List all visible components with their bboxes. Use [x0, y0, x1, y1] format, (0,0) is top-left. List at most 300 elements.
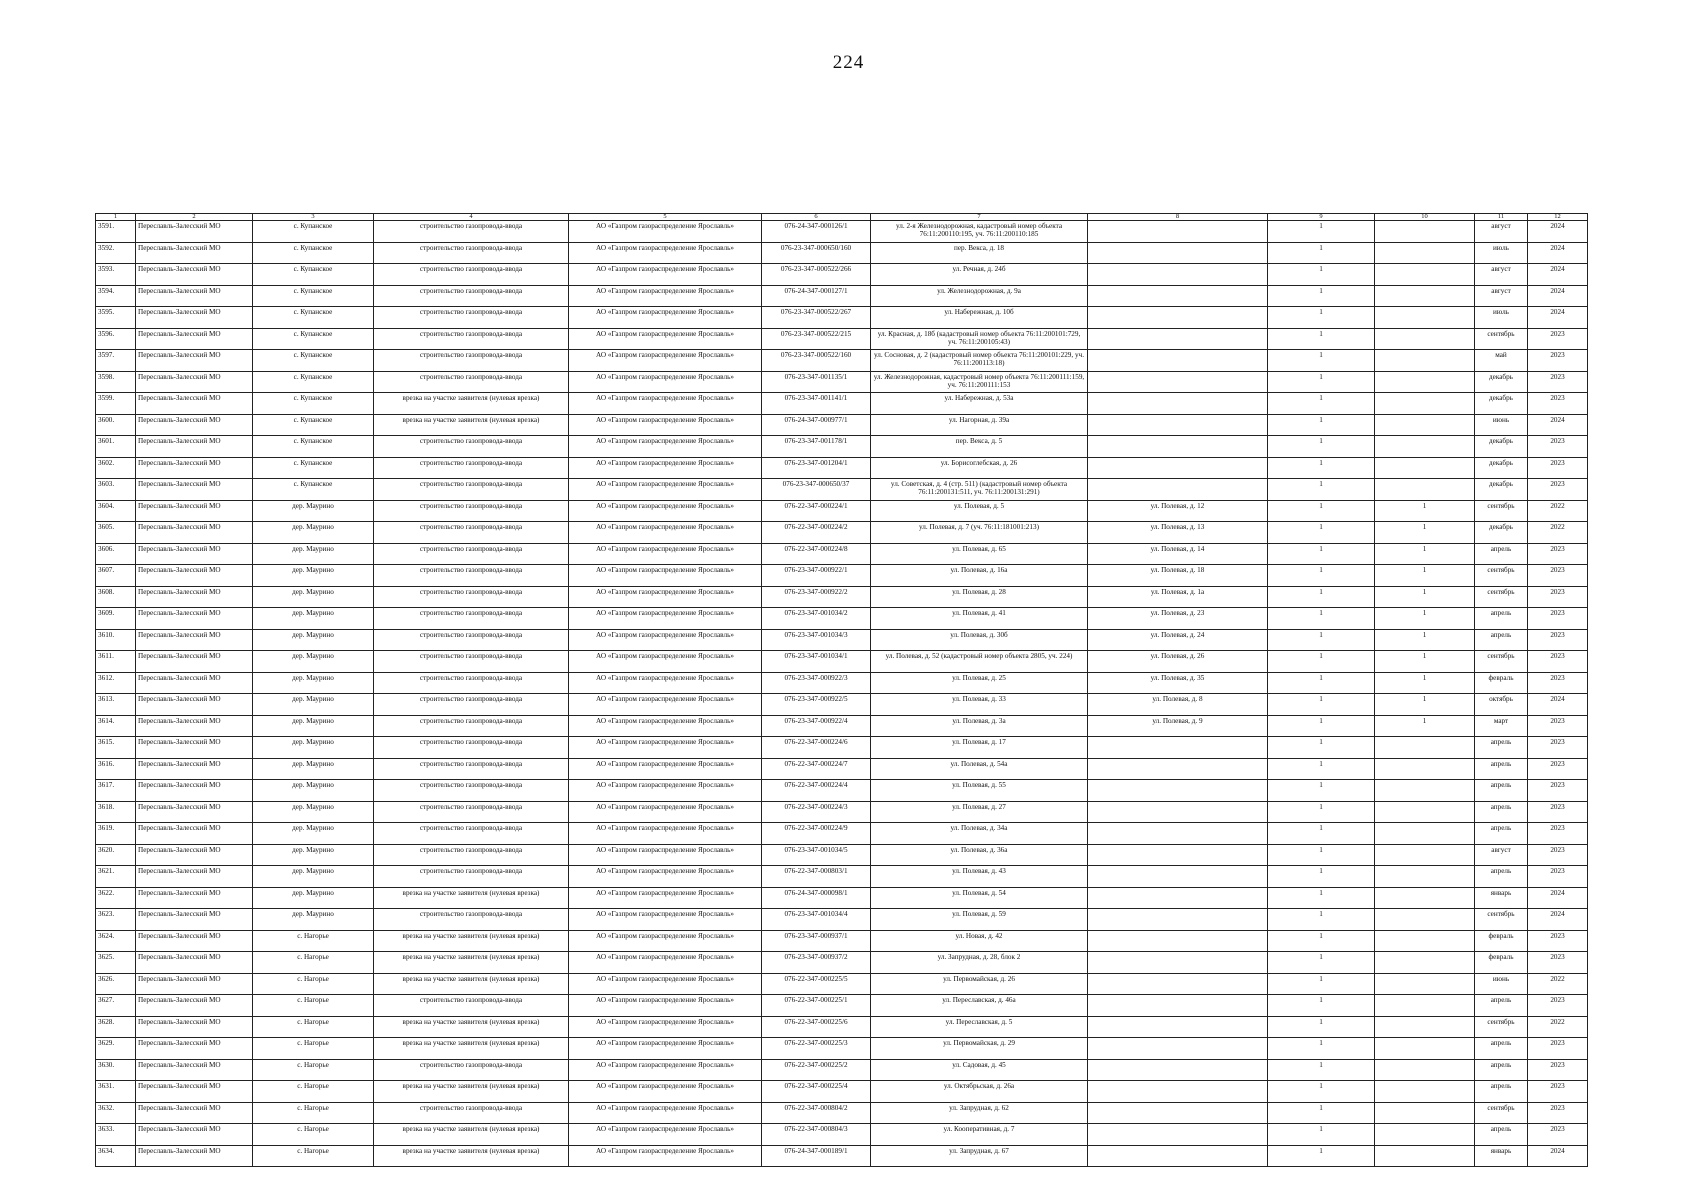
table-cell: апрель: [1475, 608, 1528, 630]
table-cell: врезка на участке заявителя (нулевая врезка): [374, 1081, 569, 1103]
table-cell: строительство газопровода-ввода: [374, 543, 569, 565]
table-cell: октябрь: [1475, 694, 1528, 716]
table-cell: [1088, 823, 1268, 845]
table-cell: ул. Речная, д. 24б: [871, 264, 1088, 286]
table-cell: 3626.: [96, 973, 136, 995]
table-cell: АО «Газпром газораспределение Ярославль»: [569, 1059, 762, 1081]
column-number: 4: [374, 214, 569, 221]
table-cell: дер. Маурино: [253, 608, 374, 630]
table-cell: 076-24-347-000127/1: [762, 285, 871, 307]
table-cell: 3604.: [96, 500, 136, 522]
column-number: 9: [1268, 214, 1375, 221]
table-cell: апрель: [1475, 758, 1528, 780]
table-cell: Переславль-Залесский МО: [136, 672, 253, 694]
table-cell: 3629.: [96, 1038, 136, 1060]
table-cell: дер. Маурино: [253, 672, 374, 694]
table-cell: ул. Переславская, д. 5: [871, 1016, 1088, 1038]
table-cell: Переславль-Залесский МО: [136, 1081, 253, 1103]
table-cell: 1: [1268, 500, 1375, 522]
table-cell: май: [1475, 350, 1528, 372]
table-cell: ул. Запрудная, д. 28, блок 2: [871, 952, 1088, 974]
table-cell: 1: [1268, 801, 1375, 823]
table-cell: ул. Полевая, д. 59: [871, 909, 1088, 931]
table-cell: Переславль-Залесский МО: [136, 1059, 253, 1081]
table-cell: июль: [1475, 307, 1528, 329]
table-cell: дер. Маурино: [253, 715, 374, 737]
table-cell: 1: [1375, 694, 1475, 716]
table-cell: АО «Газпром газораспределение Ярославль»: [569, 715, 762, 737]
table-cell: дер. Маурино: [253, 801, 374, 823]
table-cell: ул. Полевая, д. 23: [1088, 608, 1268, 630]
table-cell: декабрь: [1475, 457, 1528, 479]
table-cell: ул. Красная, д. 18б (кадастровый номер объекта 76:11:200101:729, уч. 76:11:200105:43): [871, 328, 1088, 350]
table-cell: ул. Полевая, д. 65: [871, 543, 1088, 565]
table-cell: ул. Полевая, д. 7 (уч. 76:11:181001:213): [871, 522, 1088, 544]
table-cell: 2023: [1528, 866, 1588, 888]
table-cell: строительство газопровода-ввода: [374, 307, 569, 329]
table-cell: ул. Первомайская, д. 29: [871, 1038, 1088, 1060]
table-cell: Переславль-Залесский МО: [136, 715, 253, 737]
table-cell: 3633.: [96, 1124, 136, 1146]
table-cell: 2022: [1528, 973, 1588, 995]
table-cell: [1088, 801, 1268, 823]
table-cell: 1: [1268, 285, 1375, 307]
column-number: 10: [1375, 214, 1475, 221]
table-cell: [1088, 371, 1268, 393]
table-cell: 2024: [1528, 909, 1588, 931]
column-number: 11: [1475, 214, 1528, 221]
table-cell: апрель: [1475, 543, 1528, 565]
table-cell: 3610.: [96, 629, 136, 651]
table-cell: январь: [1475, 887, 1528, 909]
table-cell: врезка на участке заявителя (нулевая врезка): [374, 952, 569, 974]
table-cell: 1: [1268, 414, 1375, 436]
table-row: [96, 242, 1588, 264]
table-cell: 2023: [1528, 952, 1588, 974]
table-row: [96, 1145, 1588, 1167]
table-cell: 076-23-347-001178/1: [762, 436, 871, 458]
table-cell: ул. Полевая, д. 25: [871, 672, 1088, 694]
table-row: [96, 522, 1588, 544]
table-cell: Переславль-Залесский МО: [136, 909, 253, 931]
table-cell: дер. Маурино: [253, 694, 374, 716]
table-cell: 1: [1375, 651, 1475, 673]
table-cell: 076-23-347-000522/160: [762, 350, 871, 372]
table-cell: Переславль-Залесский МО: [136, 1102, 253, 1124]
table-cell: строительство газопровода-ввода: [374, 629, 569, 651]
table-cell: строительство газопровода-ввода: [374, 500, 569, 522]
table-cell: врезка на участке заявителя (нулевая врезка): [374, 414, 569, 436]
table-cell: ул. Железнодорожная, д. 9а: [871, 285, 1088, 307]
table-cell: 076-23-347-001135/1: [762, 371, 871, 393]
table-cell: строительство газопровода-ввода: [374, 608, 569, 630]
table-cell: дер. Маурино: [253, 543, 374, 565]
table-cell: 3597.: [96, 350, 136, 372]
table-cell: с. Нагорье: [253, 1124, 374, 1146]
table-cell: 3612.: [96, 672, 136, 694]
table-cell: строительство газопровода-ввода: [374, 264, 569, 286]
table-row: [96, 479, 1588, 501]
table-cell: сентябрь: [1475, 651, 1528, 673]
table-cell: АО «Газпром газораспределение Ярославль»: [569, 242, 762, 264]
table-cell: 2023: [1528, 350, 1588, 372]
table-cell: строительство газопровода-ввода: [374, 758, 569, 780]
table-cell: ул. Советская, д. 4 (стр. 511) (кадастровый номер объекта 76:11:200131:511, уч. 76:11:200131:291): [871, 479, 1088, 501]
table-cell: [1088, 1038, 1268, 1060]
column-number: 5: [569, 214, 762, 221]
table-cell: 2023: [1528, 608, 1588, 630]
table-cell: 076-23-347-001034/4: [762, 909, 871, 931]
table-cell: декабрь: [1475, 371, 1528, 393]
table-cell: дер. Маурино: [253, 737, 374, 759]
table-cell: 1: [1375, 565, 1475, 587]
table-cell: декабрь: [1475, 479, 1528, 501]
table-cell: 076-23-347-000922/2: [762, 586, 871, 608]
table-cell: [1375, 242, 1475, 264]
table-row: [96, 543, 1588, 565]
table-cell: ул. Запрудная, д. 67: [871, 1145, 1088, 1167]
table-cell: с. Нагорье: [253, 1016, 374, 1038]
column-number: 7: [871, 214, 1088, 221]
table-cell: 2023: [1528, 780, 1588, 802]
table-cell: с. Нагорье: [253, 1081, 374, 1103]
table-cell: 2023: [1528, 844, 1588, 866]
table-cell: [1375, 844, 1475, 866]
table-row: [96, 586, 1588, 608]
table-cell: 076-23-347-001034/5: [762, 844, 871, 866]
table-cell: [1088, 1102, 1268, 1124]
table-cell: 076-22-347-000224/1: [762, 500, 871, 522]
table-cell: 2024: [1528, 242, 1588, 264]
table-row: [96, 780, 1588, 802]
table-cell: 2024: [1528, 694, 1588, 716]
table-row: [96, 651, 1588, 673]
table-cell: ул. 2-я Железнодорожная, кадастровый номер объекта 76:11:200110:195, уч. 76:11:200110:185: [871, 221, 1088, 243]
table-cell: 3595.: [96, 307, 136, 329]
table-cell: сентябрь: [1475, 1016, 1528, 1038]
table-cell: 1: [1375, 672, 1475, 694]
table-cell: [1375, 264, 1475, 286]
table-cell: 3605.: [96, 522, 136, 544]
table-cell: АО «Газпром газораспределение Ярославль»: [569, 651, 762, 673]
table-cell: 3602.: [96, 457, 136, 479]
table-cell: Переславль-Залесский МО: [136, 973, 253, 995]
table-cell: 076-22-347-000225/1: [762, 995, 871, 1017]
table-cell: 3623.: [96, 909, 136, 931]
table-row: [96, 866, 1588, 888]
table-cell: 1: [1268, 651, 1375, 673]
table-cell: апрель: [1475, 1124, 1528, 1146]
table-cell: врезка на участке заявителя (нулевая врезка): [374, 930, 569, 952]
table-cell: ул. Полевая, д. 8: [1088, 694, 1268, 716]
table-cell: 1: [1268, 264, 1375, 286]
table-cell: 1: [1268, 371, 1375, 393]
table-cell: с. Купанское: [253, 307, 374, 329]
table-cell: [1088, 887, 1268, 909]
table-cell: 076-22-347-000225/3: [762, 1038, 871, 1060]
table-cell: 2022: [1528, 1016, 1588, 1038]
table-cell: АО «Газпром газораспределение Ярославль»: [569, 1102, 762, 1124]
table-cell: 3607.: [96, 565, 136, 587]
table-cell: апрель: [1475, 1038, 1528, 1060]
table-cell: Переславль-Залесский МО: [136, 1016, 253, 1038]
table-cell: [1375, 436, 1475, 458]
table-cell: Переславль-Залесский МО: [136, 866, 253, 888]
table-cell: 2024: [1528, 1145, 1588, 1167]
table-cell: 3617.: [96, 780, 136, 802]
table-cell: пер. Векса, д. 18: [871, 242, 1088, 264]
table-row: [96, 1124, 1588, 1146]
table-cell: 2023: [1528, 1059, 1588, 1081]
table-cell: 076-22-347-000224/7: [762, 758, 871, 780]
table-cell: 1: [1268, 1124, 1375, 1146]
table-cell: Переславль-Залесский МО: [136, 242, 253, 264]
table-cell: 1: [1268, 221, 1375, 243]
table-cell: 2023: [1528, 930, 1588, 952]
table-cell: 1: [1268, 1102, 1375, 1124]
table-cell: АО «Газпром газораспределение Ярославль»: [569, 414, 762, 436]
table-cell: 076-22-347-000803/1: [762, 866, 871, 888]
table-cell: 076-24-347-000126/1: [762, 221, 871, 243]
table-cell: Переславль-Залесский МО: [136, 500, 253, 522]
table-cell: 1: [1268, 973, 1375, 995]
table-cell: 2024: [1528, 414, 1588, 436]
table-cell: 2024: [1528, 264, 1588, 286]
table-cell: с. Купанское: [253, 328, 374, 350]
table-cell: январь: [1475, 1145, 1528, 1167]
table-cell: строительство газопровода-ввода: [374, 823, 569, 845]
table-cell: декабрь: [1475, 393, 1528, 415]
table-cell: [1375, 457, 1475, 479]
table-cell: ул. Полевая, д. 26: [1088, 651, 1268, 673]
table-row: [96, 672, 1588, 694]
table-cell: 1: [1268, 436, 1375, 458]
table-cell: 1: [1268, 565, 1375, 587]
table-row: [96, 457, 1588, 479]
table-cell: [1088, 328, 1268, 350]
table-cell: [1375, 823, 1475, 845]
table-cell: [1375, 930, 1475, 952]
table-cell: 1: [1375, 522, 1475, 544]
table-cell: февраль: [1475, 930, 1528, 952]
table-cell: ул. Полевая, д. 9: [1088, 715, 1268, 737]
table-cell: 2023: [1528, 629, 1588, 651]
table-cell: АО «Газпром газораспределение Ярославль»: [569, 1081, 762, 1103]
table-cell: 3621.: [96, 866, 136, 888]
table-cell: [1375, 737, 1475, 759]
table-cell: август: [1475, 264, 1528, 286]
table-cell: АО «Газпром газораспределение Ярославль»: [569, 780, 762, 802]
table-cell: 2023: [1528, 1102, 1588, 1124]
table-cell: Переславль-Залесский МО: [136, 522, 253, 544]
table-cell: 3618.: [96, 801, 136, 823]
table-row: [96, 995, 1588, 1017]
table-cell: 1: [1375, 608, 1475, 630]
table-cell: [1088, 1016, 1268, 1038]
table-cell: 3601.: [96, 436, 136, 458]
table-cell: [1088, 221, 1268, 243]
table-cell: апрель: [1475, 801, 1528, 823]
table-row: [96, 952, 1588, 974]
table-cell: 1: [1268, 930, 1375, 952]
table-cell: [1375, 328, 1475, 350]
table-cell: [1375, 479, 1475, 501]
table-cell: строительство газопровода-ввода: [374, 737, 569, 759]
table-cell: 1: [1268, 952, 1375, 974]
table-cell: дер. Маурино: [253, 823, 374, 845]
table-cell: декабрь: [1475, 436, 1528, 458]
table-cell: строительство газопровода-ввода: [374, 522, 569, 544]
table-row: [96, 1081, 1588, 1103]
table-cell: дер. Маурино: [253, 844, 374, 866]
table-cell: АО «Газпром газораспределение Ярославль»: [569, 909, 762, 931]
table-cell: Переславль-Залесский МО: [136, 285, 253, 307]
table-cell: 2023: [1528, 715, 1588, 737]
table-cell: 076-23-347-000937/1: [762, 930, 871, 952]
table-cell: 2023: [1528, 737, 1588, 759]
table-cell: ул. Нагорная, д. 39а: [871, 414, 1088, 436]
table-cell: с. Купанское: [253, 350, 374, 372]
table-cell: дер. Маурино: [253, 522, 374, 544]
table-cell: [1375, 887, 1475, 909]
table-cell: строительство газопровода-ввода: [374, 1059, 569, 1081]
table-cell: 3606.: [96, 543, 136, 565]
table-cell: ул. Первомайская, д. 26: [871, 973, 1088, 995]
table-cell: август: [1475, 221, 1528, 243]
table-cell: строительство газопровода-ввода: [374, 221, 569, 243]
table-cell: ул. Полевая, д. 54: [871, 887, 1088, 909]
table-cell: 076-24-347-000977/1: [762, 414, 871, 436]
table-cell: 1: [1268, 909, 1375, 931]
table-row: [96, 629, 1588, 651]
table-cell: АО «Газпром газораспределение Ярославль»: [569, 350, 762, 372]
table-cell: 1: [1268, 543, 1375, 565]
table-cell: с. Нагорье: [253, 1059, 374, 1081]
table-cell: АО «Газпром газораспределение Ярославль»: [569, 844, 762, 866]
table-cell: с. Нагорье: [253, 1038, 374, 1060]
table-cell: с. Купанское: [253, 414, 374, 436]
table-cell: 1: [1268, 1016, 1375, 1038]
table-cell: с. Купанское: [253, 371, 374, 393]
table-cell: строительство газопровода-ввода: [374, 1102, 569, 1124]
table-cell: 1: [1268, 479, 1375, 501]
table-cell: АО «Газпром газораспределение Ярославль»: [569, 586, 762, 608]
table-cell: с. Купанское: [253, 242, 374, 264]
table-cell: АО «Газпром газораспределение Ярославль»: [569, 823, 762, 845]
table-cell: АО «Газпром газораспределение Ярославль»: [569, 973, 762, 995]
table-cell: ул. Полевая, д. 5: [871, 500, 1088, 522]
table-cell: с. Нагорье: [253, 1145, 374, 1167]
table-cell: 2023: [1528, 758, 1588, 780]
table-cell: 1: [1268, 1059, 1375, 1081]
table-cell: с. Купанское: [253, 285, 374, 307]
table-cell: врезка на участке заявителя (нулевая врезка): [374, 1038, 569, 1060]
table-cell: АО «Газпром газораспределение Ярославль»: [569, 522, 762, 544]
table-row: [96, 715, 1588, 737]
table-cell: строительство газопровода-ввода: [374, 995, 569, 1017]
table-cell: АО «Газпром газораспределение Ярославль»: [569, 457, 762, 479]
table-cell: 076-22-347-000225/4: [762, 1081, 871, 1103]
table-cell: 2023: [1528, 479, 1588, 501]
table-cell: Переславль-Залесский МО: [136, 479, 253, 501]
table-cell: АО «Газпром газораспределение Ярославль»: [569, 1038, 762, 1060]
table-cell: ул. Полевая, д. 12: [1088, 500, 1268, 522]
table-cell: строительство газопровода-ввода: [374, 909, 569, 931]
table-row: [96, 737, 1588, 759]
table-cell: [1088, 930, 1268, 952]
table-cell: дер. Маурино: [253, 758, 374, 780]
table-cell: 076-24-347-000098/1: [762, 887, 871, 909]
table-cell: 3628.: [96, 1016, 136, 1038]
table-cell: 076-23-347-000937/2: [762, 952, 871, 974]
table-row: [96, 973, 1588, 995]
table-cell: [1375, 350, 1475, 372]
table-cell: [1375, 1145, 1475, 1167]
table-cell: [1088, 737, 1268, 759]
table-cell: Переславль-Залесский МО: [136, 694, 253, 716]
table-cell: 3615.: [96, 737, 136, 759]
table-cell: АО «Газпром газораспределение Ярославль»: [569, 952, 762, 974]
table-cell: Переславль-Залесский МО: [136, 651, 253, 673]
table-cell: ул. Запрудная, д. 62: [871, 1102, 1088, 1124]
table-cell: 076-23-347-000922/5: [762, 694, 871, 716]
table-cell: ул. Сосновая, д. 2 (кадастровый номер объекта 76:11:200101:229, уч. 76:11:200113:18): [871, 350, 1088, 372]
table-cell: АО «Газпром газораспределение Ярославль»: [569, 285, 762, 307]
table-cell: 2023: [1528, 393, 1588, 415]
table-cell: 1: [1268, 242, 1375, 264]
table-cell: ул. Борисоглебская, д. 26: [871, 457, 1088, 479]
table-cell: дер. Маурино: [253, 887, 374, 909]
table-cell: февраль: [1475, 672, 1528, 694]
table-cell: врезка на участке заявителя (нулевая врезка): [374, 887, 569, 909]
table-cell: июнь: [1475, 414, 1528, 436]
table-cell: с. Нагорье: [253, 930, 374, 952]
table-cell: [1375, 1081, 1475, 1103]
table-cell: апрель: [1475, 629, 1528, 651]
table-cell: [1088, 242, 1268, 264]
table-cell: ул. Полевая, д. 33: [871, 694, 1088, 716]
table-cell: [1088, 1081, 1268, 1103]
table-cell: врезка на участке заявителя (нулевая врезка): [374, 1145, 569, 1167]
table-cell: с. Нагорье: [253, 973, 374, 995]
column-number: 1: [96, 214, 136, 221]
table-cell: 1: [1268, 328, 1375, 350]
table-cell: 1: [1375, 500, 1475, 522]
table-cell: с. Нагорье: [253, 1102, 374, 1124]
table-cell: 3609.: [96, 608, 136, 630]
table-cell: сентябрь: [1475, 586, 1528, 608]
table-cell: с. Купанское: [253, 436, 374, 458]
table-cell: Переславль-Залесский МО: [136, 264, 253, 286]
table-cell: март: [1475, 715, 1528, 737]
table-cell: Переславль-Залесский МО: [136, 758, 253, 780]
table-cell: АО «Газпром газораспределение Ярославль»: [569, 930, 762, 952]
table-cell: 1: [1268, 823, 1375, 845]
table-cell: [1088, 973, 1268, 995]
table-cell: апрель: [1475, 823, 1528, 845]
table-cell: 2023: [1528, 457, 1588, 479]
table-cell: 2023: [1528, 801, 1588, 823]
table-cell: врезка на участке заявителя (нулевая врезка): [374, 1124, 569, 1146]
table-cell: строительство газопровода-ввода: [374, 457, 569, 479]
table-cell: 076-24-347-000189/1: [762, 1145, 871, 1167]
table-cell: июль: [1475, 242, 1528, 264]
table-cell: 3599.: [96, 393, 136, 415]
table-cell: 3631.: [96, 1081, 136, 1103]
table-row: [96, 1102, 1588, 1124]
table-cell: 1: [1268, 844, 1375, 866]
table-cell: 3608.: [96, 586, 136, 608]
